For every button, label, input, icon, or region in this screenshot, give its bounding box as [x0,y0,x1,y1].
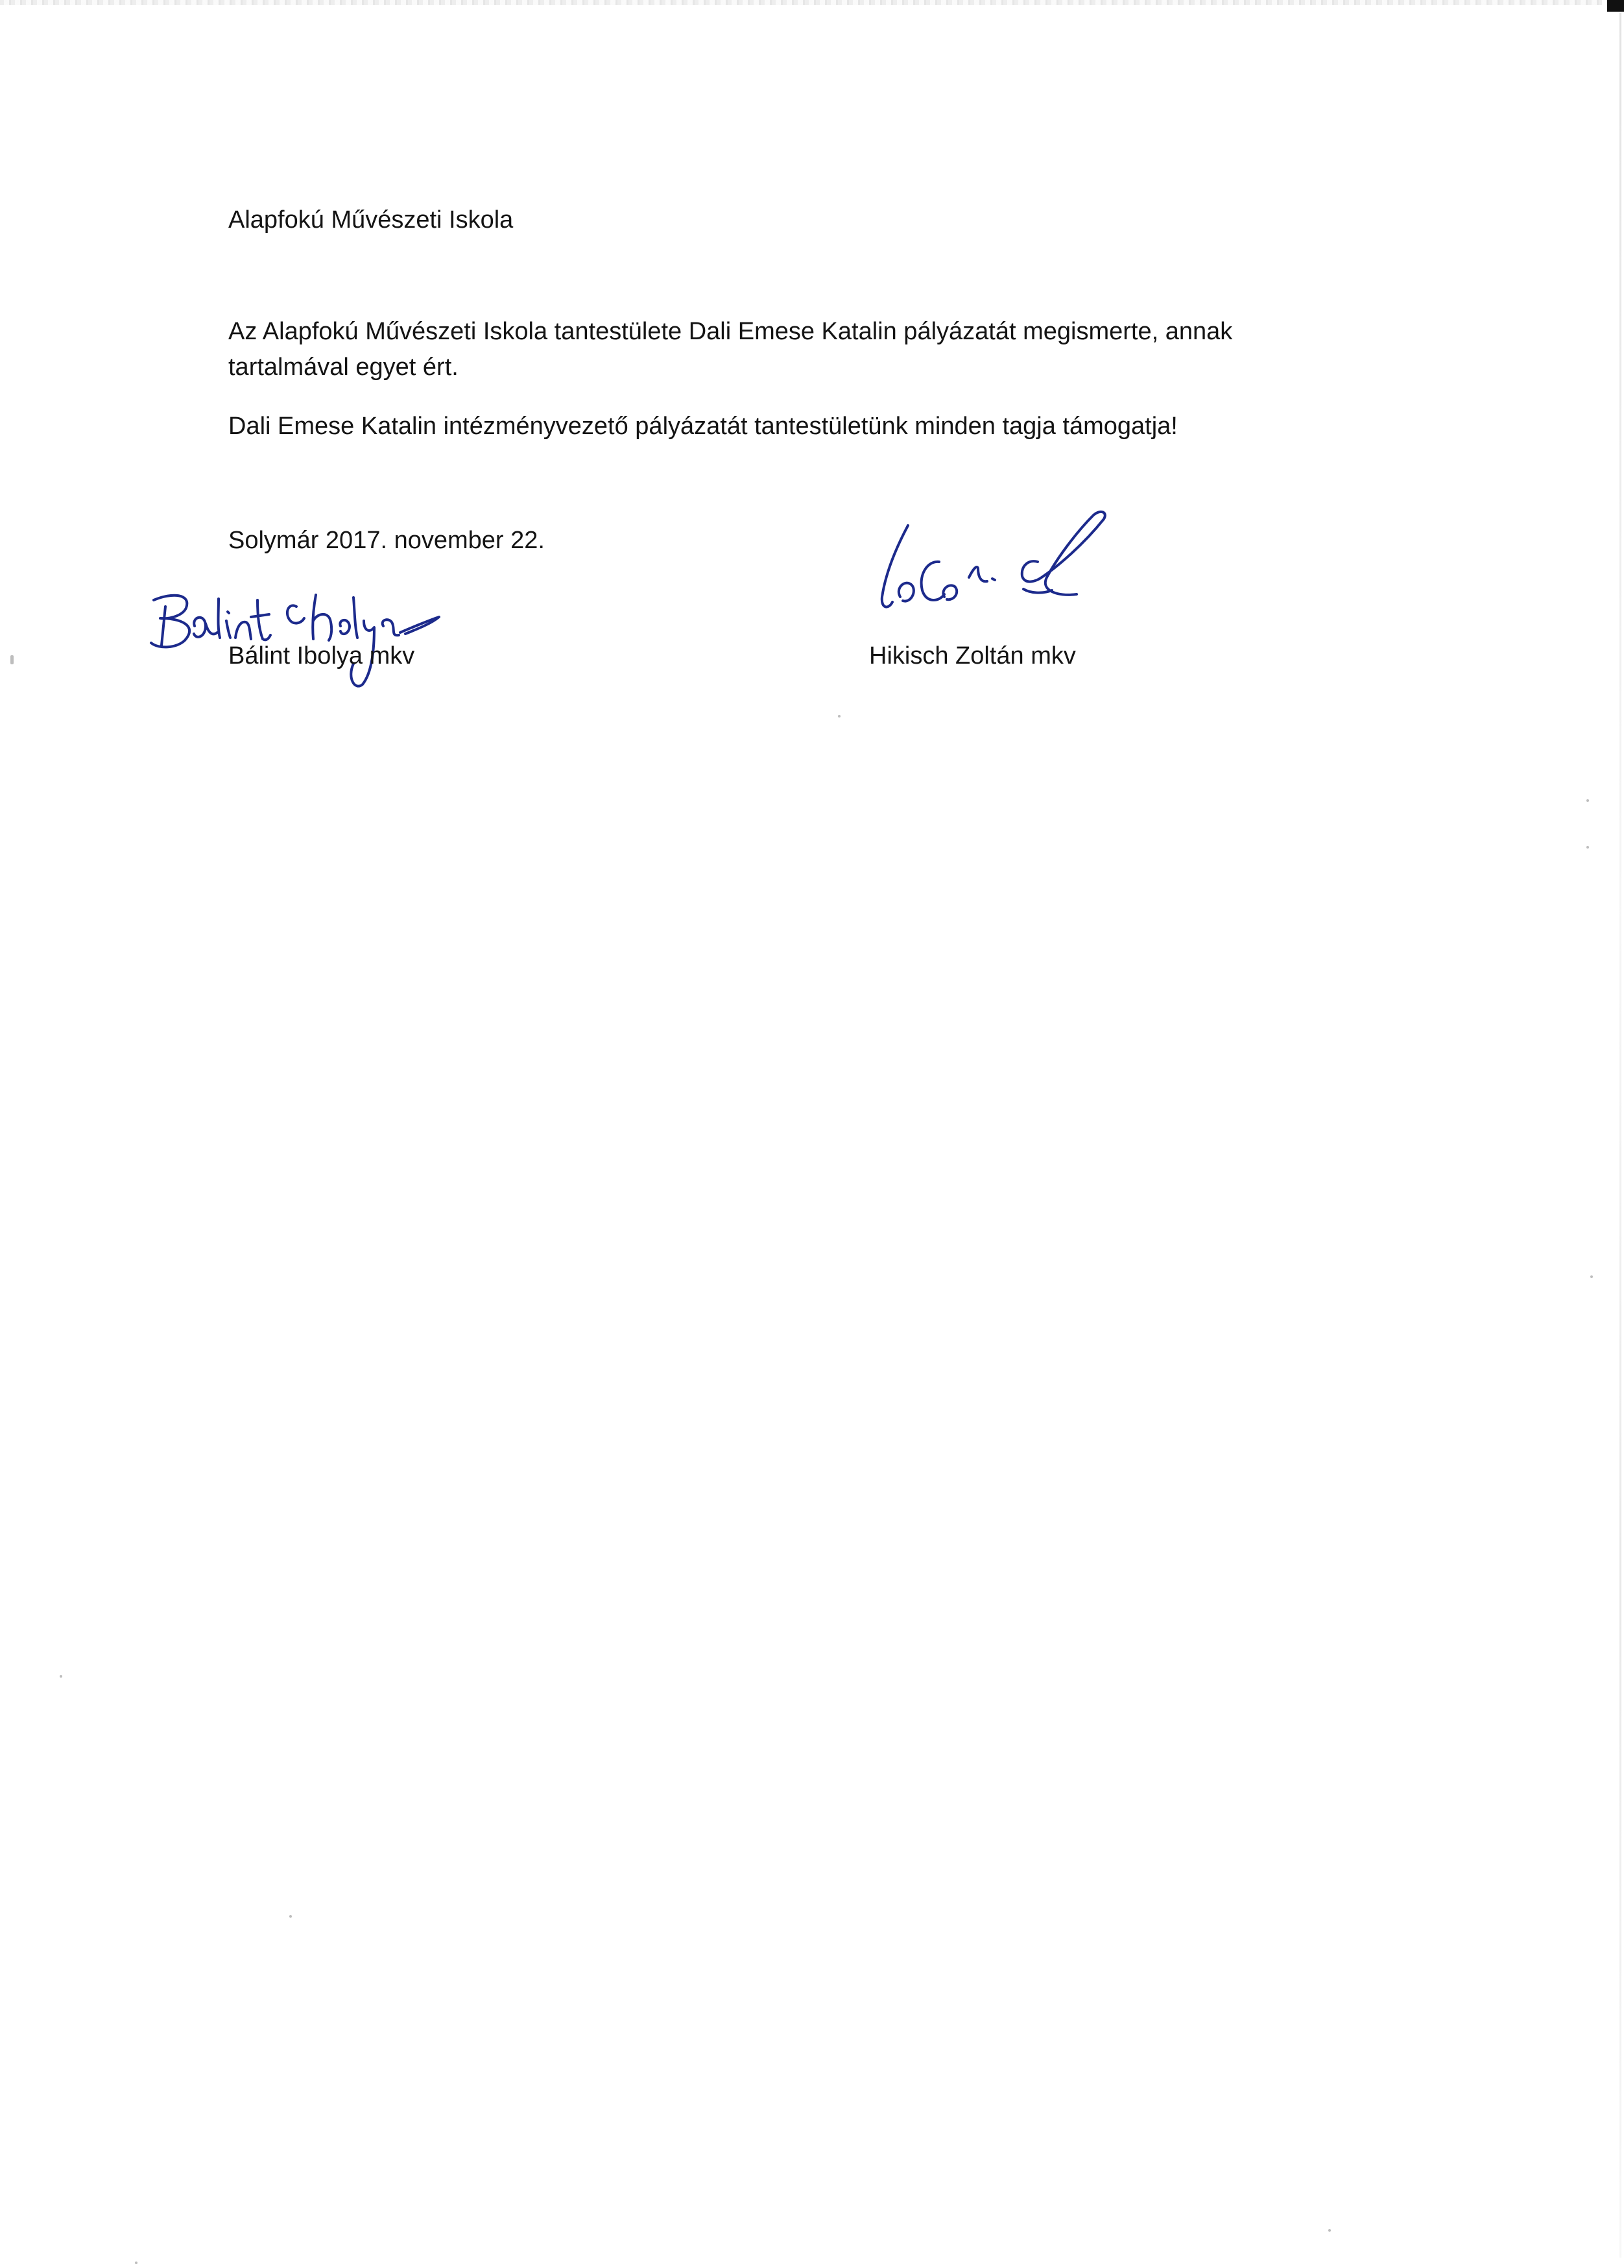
paragraph-1-line-2: tartalmával egyet ért. [228,354,459,381]
signatory-right-name: Hikisch Zoltán mkv [869,642,1076,670]
scan-top-edge [0,0,1602,5]
scan-speck [60,1675,62,1678]
signature-right [863,500,1135,629]
place-and-date: Solymár 2017. november 22. [228,527,545,554]
scan-speck [289,1915,292,1918]
paragraph-1-line-1: Az Alapfokú Művészeti Iskola tantestülete Dali Emese Katalin pályázatát megismerte, annak [228,318,1233,345]
scan-speck [1586,846,1589,849]
paragraph-2: Dali Emese Katalin intézményvezető pályázatát tantestületünk minden tagja támogatja! [228,413,1178,440]
scan-right-edge [1619,13,1621,2258]
document-heading: Alapfokú Művészeti Iskola [228,206,514,234]
scan-speck [10,655,14,664]
scan-speck [1586,799,1589,802]
scan-speck [1328,2229,1331,2232]
paragraph-1 [228,314,1232,385]
scan-speck [838,715,841,718]
scan-corner-mark [1607,0,1624,12]
scan-speck [1590,1275,1593,1278]
scan-speck [135,2262,137,2264]
signatory-left-name: Bálint Ibolya mkv [228,642,415,670]
